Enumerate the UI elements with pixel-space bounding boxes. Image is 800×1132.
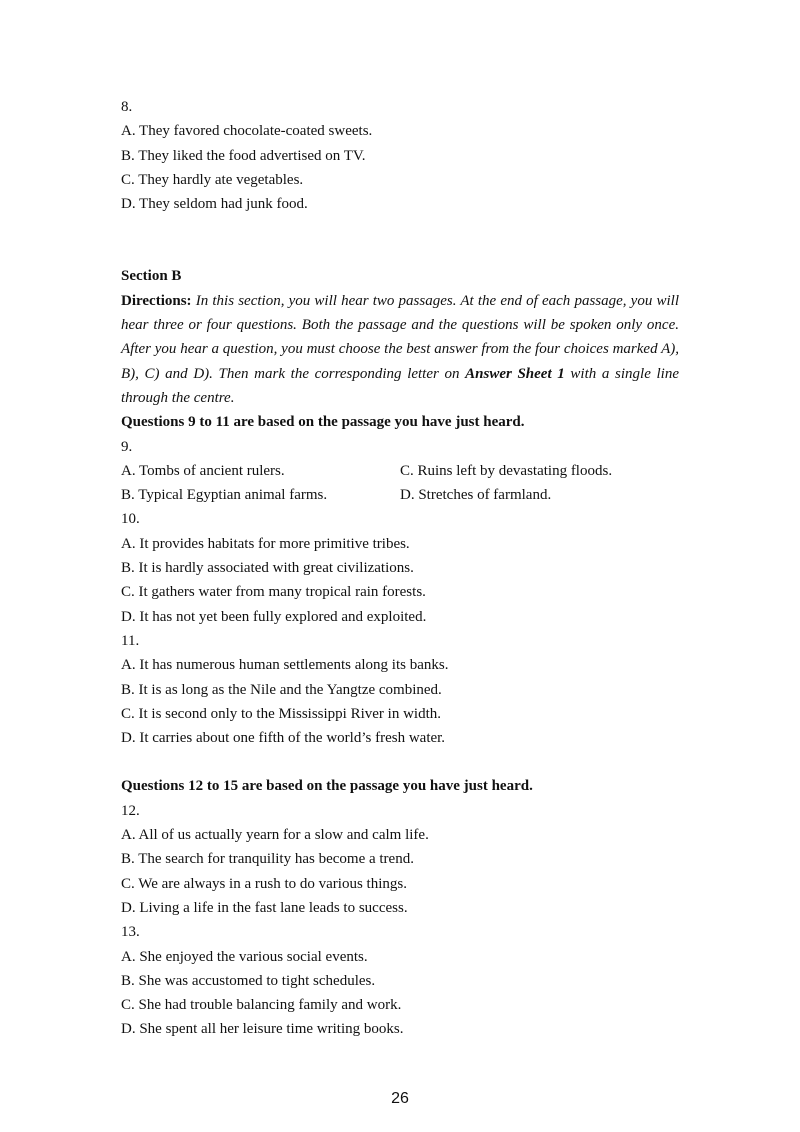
option-b: B. It is hardly associated with great civilizations. — [121, 560, 414, 577]
spacer — [121, 750, 679, 774]
option-b: B. She was accustomed to tight schedules. — [121, 972, 376, 989]
option-c: C. We are always in a rush to do various things. — [121, 875, 407, 892]
option-a: A. She enjoyed the various social events. — [121, 948, 368, 965]
directions — [121, 289, 679, 410]
option-row — [121, 459, 679, 483]
section-title: Section B — [121, 268, 182, 285]
question-8 — [121, 95, 679, 216]
option-a: A. They favored chocolate-coated sweets. — [121, 123, 373, 140]
option-c: C. It gathers water from many tropical rain forests. — [121, 584, 426, 601]
option-d: D. Living a life in the fast lane leads to success. — [121, 899, 408, 916]
page-content — [121, 95, 679, 1042]
option-d: D. Stretches of farmland. — [400, 487, 552, 504]
group-heading: Questions 12 to 15 are based on the passage you have just heard. — [121, 778, 533, 795]
question-10 — [121, 507, 679, 628]
option-a: A. It provides habitats for more primitive tribes. — [121, 535, 410, 552]
option-d: D. They seldom had junk food. — [121, 196, 308, 213]
option-d: D. It has not yet been fully explored and exploited. — [121, 608, 427, 625]
question-number: 9. — [121, 438, 133, 455]
question-11 — [121, 629, 679, 750]
spacer — [121, 216, 679, 264]
option-a: A. It has numerous human settlements along its banks. — [121, 657, 449, 674]
question-12 — [121, 799, 679, 920]
group-heading: Questions 9 to 11 are based on the passage you have just heard. — [121, 414, 525, 431]
option-c: C. Ruins left by devastating floods. — [400, 462, 613, 479]
option-d: D. It carries about one fifth of the world’s fresh water. — [121, 730, 446, 747]
option-d: D. She spent all her leisure time writing books. — [121, 1021, 404, 1038]
directions-tail: with a single line through the centre. — [121, 365, 680, 406]
question-number: 12. — [121, 802, 140, 819]
question-13 — [121, 920, 679, 1041]
option-row — [121, 483, 679, 507]
option-b: B. It is as long as the Nile and the Yangtze combined. — [121, 681, 442, 698]
option-a: A. All of us actually yearn for a slow and calm life. — [121, 827, 429, 844]
question-9 — [121, 435, 679, 508]
option-a: A. Tombs of ancient rulers. — [121, 462, 285, 479]
option-b: B. Typical Egyptian animal farms. — [121, 487, 328, 504]
option-b: B. The search for tranquility has become a trend. — [121, 851, 414, 868]
question-number: 11. — [121, 632, 140, 649]
option-c: C. It is second only to the Mississippi River in width. — [121, 705, 442, 722]
page-number: 26 — [391, 1090, 409, 1107]
question-number: 8. — [121, 99, 133, 115]
answer-sheet-label: Answer Sheet 1 — [465, 365, 565, 382]
option-c: C. She had trouble balancing family and work. — [121, 997, 402, 1014]
question-number: 10. — [121, 511, 140, 528]
directions-label: Directions: — [121, 292, 192, 309]
question-number: 13. — [121, 924, 140, 941]
directions-text: In this section, you will hear two passages. At the end of each passage, you will hear three or four questions. Both the passage and the questions will be spoken only once. After you hear a question, you must choose the best answer from the four choices marked A), B), C) and D). Then mark the corresponding letter on — [121, 292, 680, 382]
option-c: C. They hardly ate vegetables. — [121, 171, 304, 188]
option-b: B. They liked the food advertised on TV. — [121, 147, 366, 164]
